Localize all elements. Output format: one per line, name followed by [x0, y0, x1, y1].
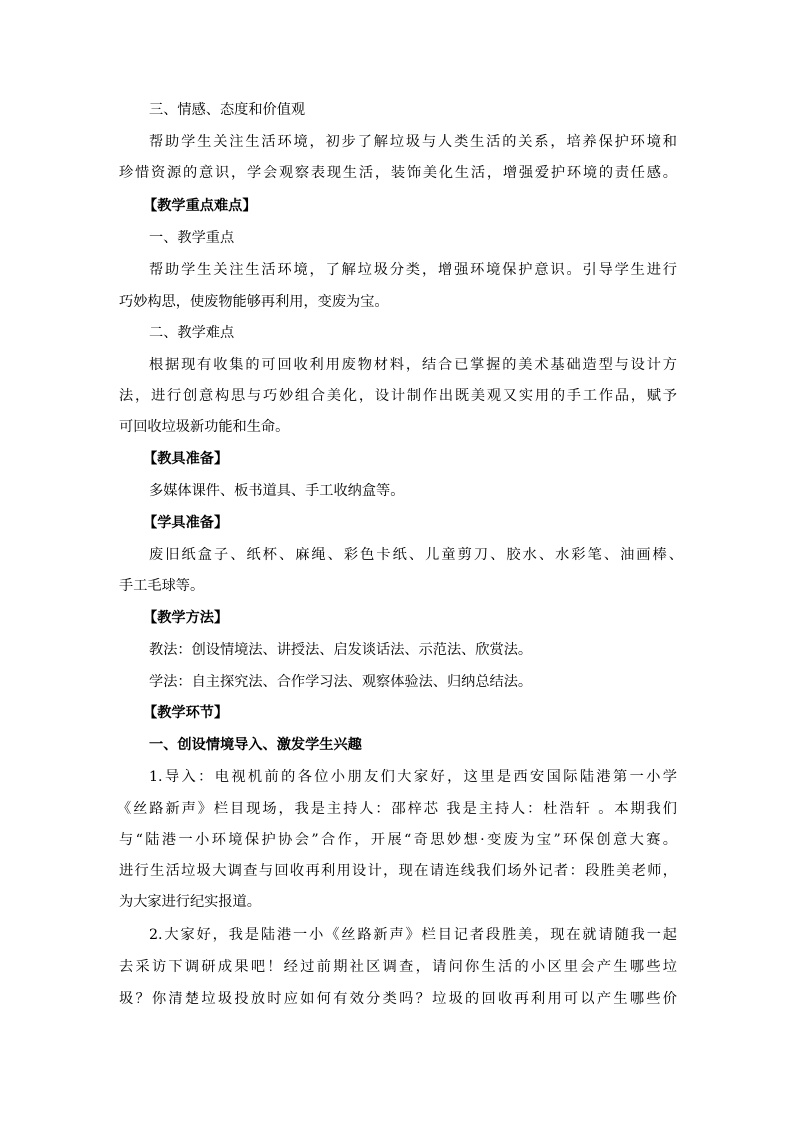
key-heading: 一、教学重点: [149, 230, 235, 246]
key-para-line: 巧妙构思，使废物能够再利用，变废为宝。: [119, 294, 389, 310]
paragraph-line: 《丝路新声》栏目现场，我是主持人：邵梓芯 我是主持人：杜浩轩 。本期我们: [117, 801, 677, 817]
step1-heading: 一、创设情境导入、激发学生兴趣: [149, 737, 362, 753]
teaching-methods: 教法：创设情境法、讲授法、启发谈话法、示范法、欣赏法。: [149, 642, 533, 658]
student-tools-line: 手工毛球等。: [119, 578, 205, 594]
key-difficult-heading: 【教学重点难点】: [143, 198, 257, 214]
difficult-para-line: 根据现有收集的可回收利用废物材料，结合已掌握的美术基础造型与设计方: [149, 357, 677, 373]
steps-heading: 【教学环节】: [143, 705, 229, 721]
paragraph-line: 去采访下调研成果吧！经过前期社区调查，请问你生活的小区里会产生哪些垃: [119, 959, 677, 975]
emotion-para-line: 帮助学生关注生活环境，初步了解垃圾与人类生活的关系，培养保护环境和: [149, 134, 677, 150]
difficult-para-line: 法，进行创意构思与巧妙组合美化，设计制作出既美观又实用的手工作品，赋予: [119, 388, 677, 404]
teacher-tools-heading: 【教具准备】: [143, 451, 229, 467]
key-para-line: 帮助学生关注生活环境，了解垃圾分类，增强环境保护意识。引导学生进行: [149, 262, 677, 278]
student-tools-heading: 【学具准备】: [143, 515, 229, 531]
methods-heading: 【教学方法】: [143, 610, 229, 626]
learning-methods: 学法：自主探究法、合作学习法、观察体验法、归纳总结法。: [149, 674, 533, 690]
paragraph-line: 与“陆港一小环境保护协会”合作，开展“奇思妙想·变废为宝”环保创意大赛。: [119, 832, 677, 848]
teacher-tools-text: 多媒体课件、板书道具、手工收纳盒等。: [149, 483, 405, 499]
student-tools-line: 废旧纸盒子、纸杯、麻绳、彩色卡纸、儿童剪刀、胶水、水彩笔、油画棒、: [149, 547, 683, 563]
difficult-para-line: 可回收垃圾新功能和生命。: [119, 419, 290, 435]
emotion-para-line: 珍惜资源的意识，学会观察表现生活，装饰美化生活，增强爱护环境的责任感。: [119, 165, 677, 181]
emotion-heading: 三、情感、态度和价值观: [149, 102, 306, 118]
paragraph-line: 1.导入：电视机前的各位小朋友们大家好，这里是西安国际陆港第一小学: [149, 769, 677, 785]
paragraph-line: 为大家进行纪实报道。: [119, 894, 261, 910]
paragraph-line: 进行生活垃圾大调查与回收再利用设计，现在请连线我们场外记者：段胜美老师，: [119, 863, 677, 879]
paragraph-line: 圾？你清楚垃圾投放时应如何有效分类吗？垃圾的回收再利用可以产生哪些价: [119, 991, 677, 1007]
difficult-heading: 二、教学难点: [149, 325, 235, 341]
paragraph-line: 2.大家好，我是陆港一小《丝路新声》栏目记者段胜美，现在就请随我一起: [149, 927, 677, 943]
